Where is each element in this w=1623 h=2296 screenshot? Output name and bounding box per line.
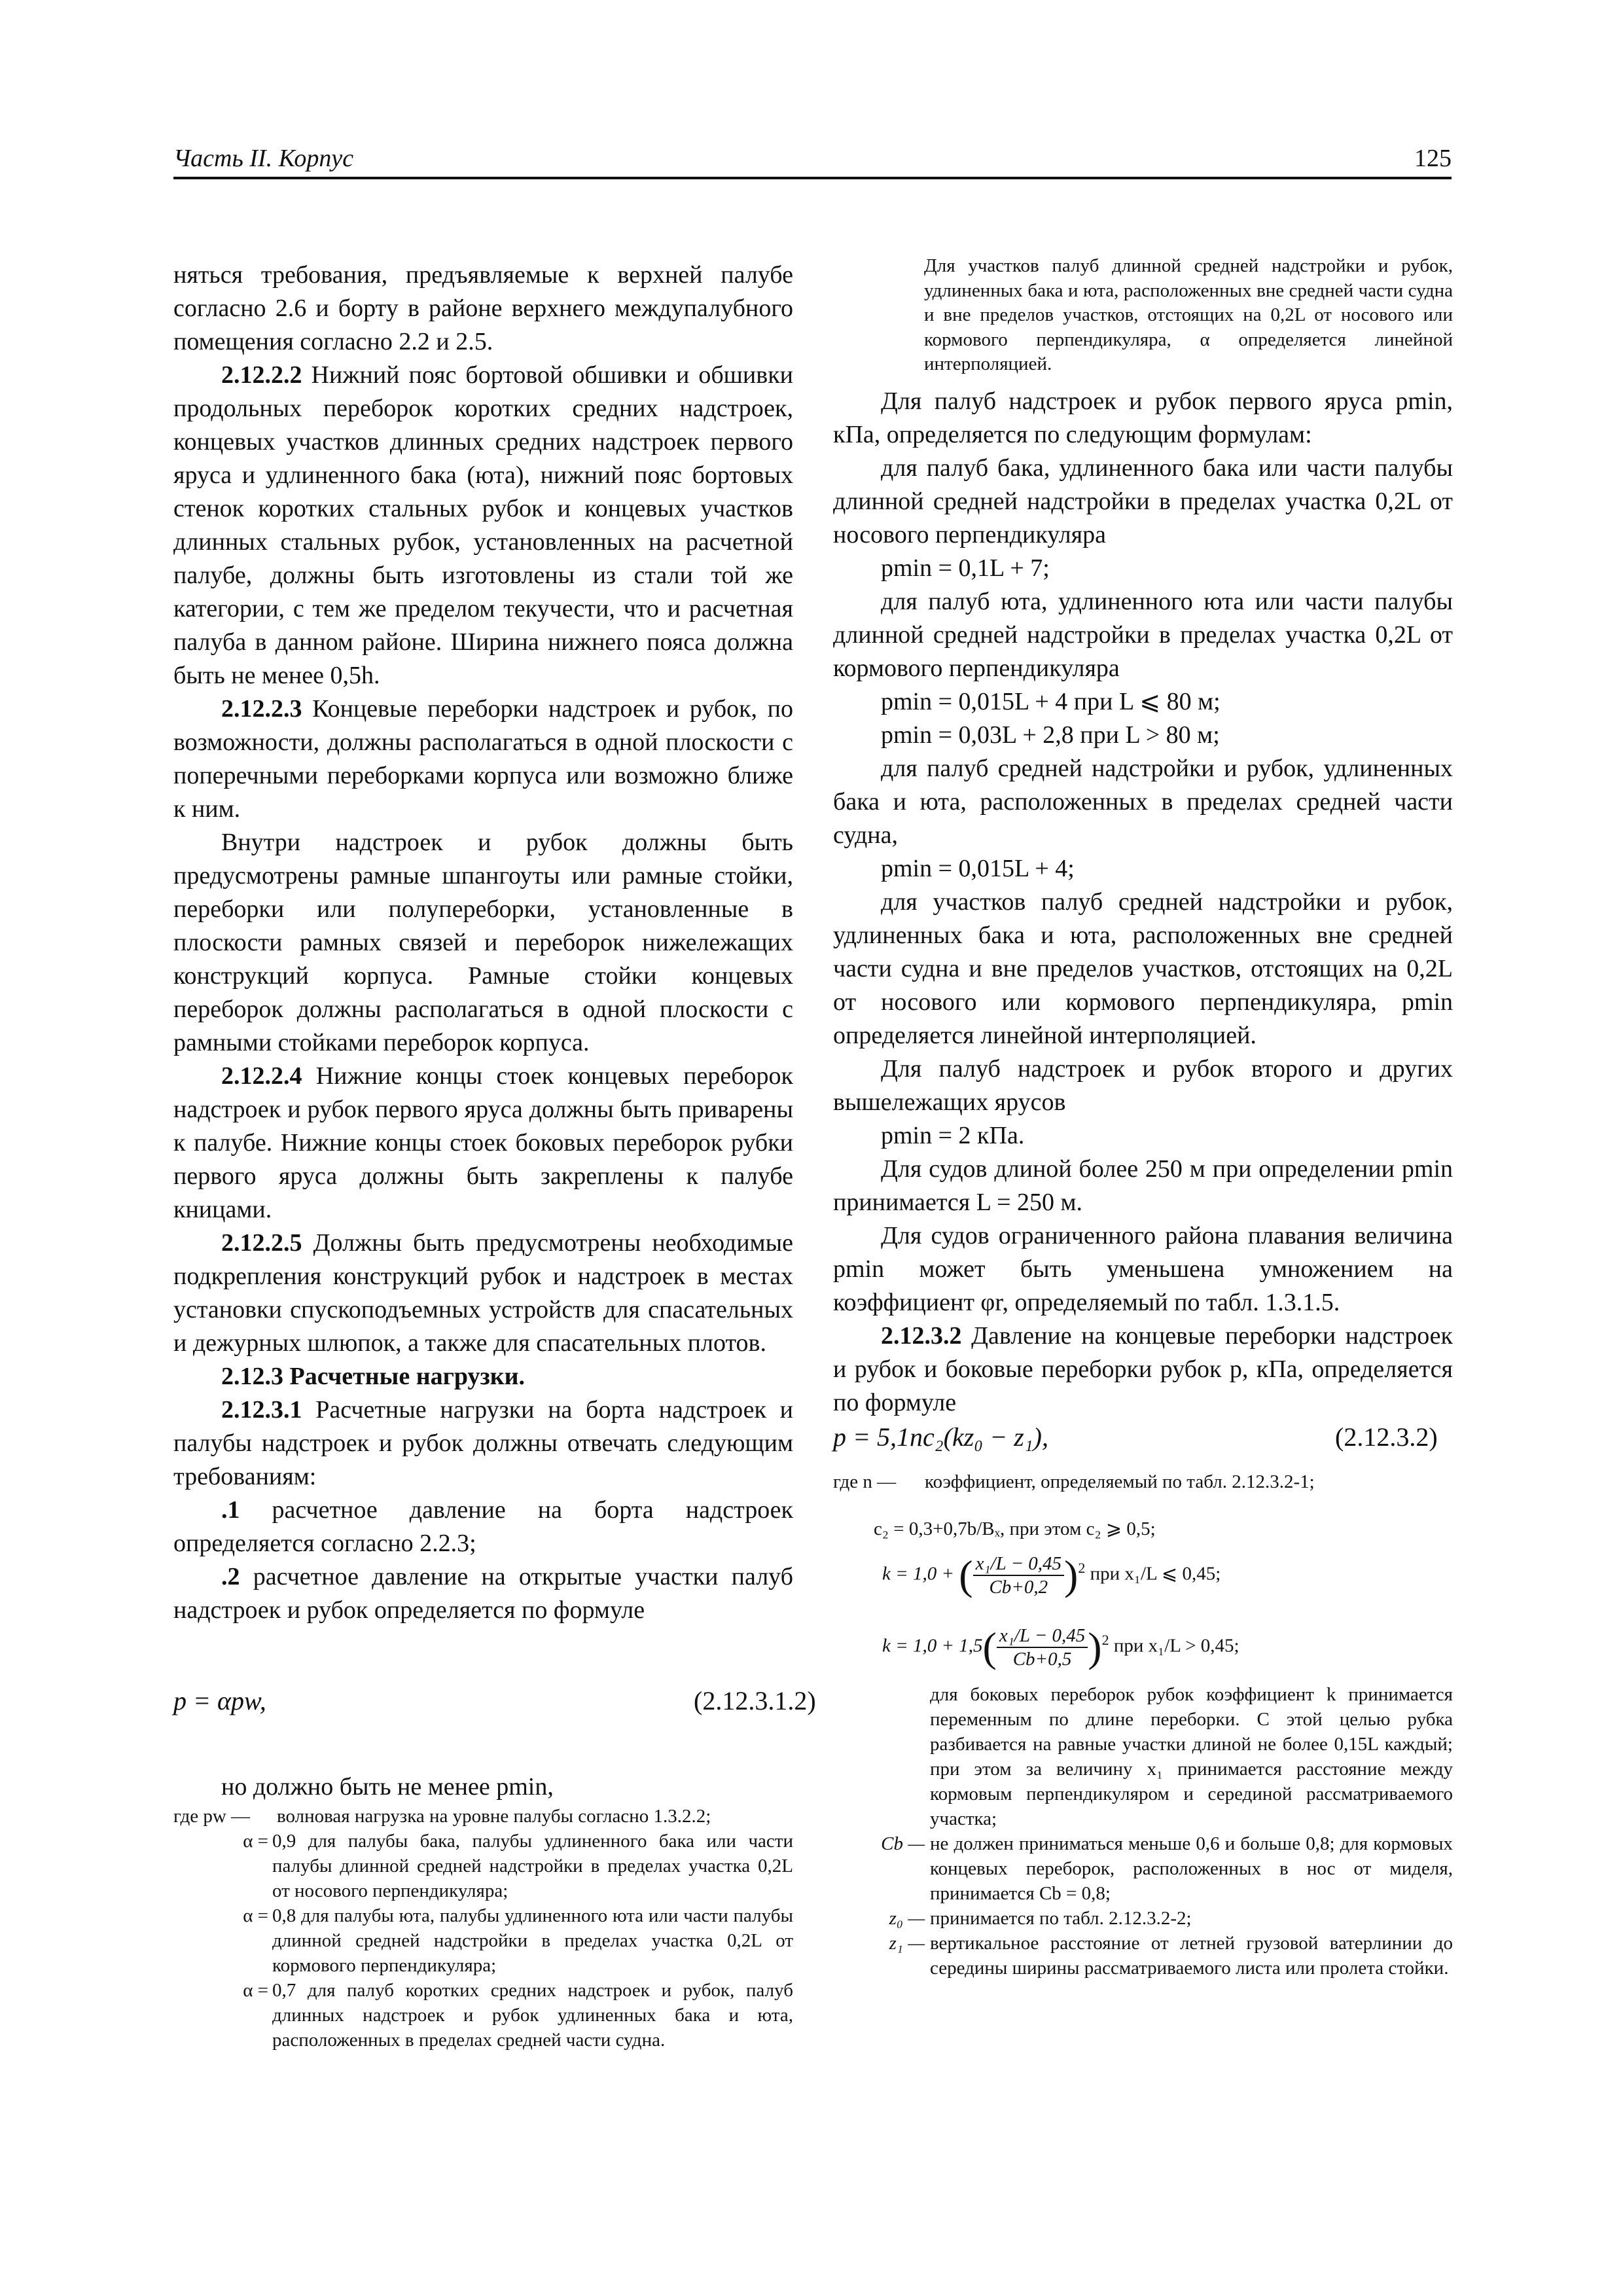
paragraph xyxy=(173,1060,793,1227)
paragraph xyxy=(173,1560,793,1627)
paragraph: pmin = 0,015L + 4; xyxy=(881,855,1075,882)
paragraph-text: Нижний пояс бортовой обшивки и обшивки продольных переборок коротких средних надстроек, концевых участков длинных средних надстроек первого яруса и удлиненного бака (юта), нижний пояс бортовых стенок коротких стальных рубок и концевых участков длинных стальных рубок, установленных на расчетной палубе, должны быть изготовлены из стали той же категории, с тем же пределом текучести, что и расчетная палуба в данном районе. Ширина нижнего пояса должна быть не менее 0,5h. xyxy=(173,361,793,689)
paragraph: но должно быть не менее pmin, xyxy=(221,1773,554,1801)
paragraph: pmin = 0,1L + 7; xyxy=(881,554,1050,582)
note-row xyxy=(833,1906,1453,1931)
c2-definition: c₂ = 0,3+0,7b/Bₓ, при этом c₂ ⩾ 0,5; xyxy=(874,1518,1156,1539)
formula: p = 5,1nc₂(kz₀ − z₁), xyxy=(833,1422,1048,1452)
note-text: принимается по табл. 2.12.3.2-2; xyxy=(930,1908,1192,1929)
paragraph-text: расчетное давление на борта надстроек определяется согласно 2.2.3; xyxy=(173,1496,793,1557)
k-formula-2 xyxy=(882,1623,1240,1672)
numerator: x₁/L − 0,45 xyxy=(997,1624,1088,1648)
note-key: α = xyxy=(243,1831,268,1852)
paren-open: ( xyxy=(959,1552,973,1598)
paragraph xyxy=(173,1227,793,1360)
formula-number: (2.12.3.2) xyxy=(1335,1422,1438,1452)
note-text: волновая нагрузка на уровне палубы согласно 1.3.2.2; xyxy=(277,1806,711,1827)
note-text: 0,8 для палубы юта, палубы удлиненного юта или части палубы длинной средней надстройки в пределах участка 0,2L от кормового перпендикуляра; xyxy=(272,1905,793,1976)
note-text: коэффициент, определяемый по табл. 2.12.3.2-1; xyxy=(925,1471,1315,1492)
note-key: z₁ — xyxy=(889,1933,925,1954)
running-header-title: Часть II. Корпус xyxy=(173,145,354,172)
clause-number: 2.12.2.3 xyxy=(221,695,302,723)
note-key: где n — xyxy=(833,1471,897,1492)
section-heading: 2.12.3 Расчетные нагрузки. xyxy=(221,1363,526,1390)
k-lhs: k = 1,0 + 1,5 xyxy=(882,1635,983,1657)
note-text: 0,7 для палуб коротких средних надстроек и рубок, палуб длинных надстроек и рубок удлиненных бака и юта, расположенных в пределах средней части судна. xyxy=(272,1980,793,2051)
exponent: 2 xyxy=(1101,1632,1109,1648)
exponent: 2 xyxy=(1078,1560,1086,1576)
header-rule xyxy=(173,177,1452,179)
clause-number: .2 xyxy=(221,1563,240,1590)
paragraph xyxy=(833,1319,1453,1420)
formula: p = αpw, xyxy=(173,1686,266,1715)
note-text: вертикальное расстояние от летней грузовой ватерлинии до середины ширины рассматриваемого листа или пролета стойки. xyxy=(930,1933,1453,1979)
paragraph-text: Давление на концевые переборки надстроек и рубок и боковые переборки рубок p, кПа, определяется по формуле xyxy=(833,1322,1453,1416)
paragraph: няться требования, предъявляемые к верхней палубе согласно 2.6 и борту в районе верхнего междупалубного помещения согласно 2.2 и 2.5. xyxy=(173,261,793,355)
paren-close: ) xyxy=(1088,1624,1102,1670)
denominator: Cb+0,2 xyxy=(989,1577,1048,1598)
paragraph: Для судов ограниченного района плавания величина pmin может быть уменьшена умножением на коэффициент φr, определяемый по табл. 1.3.1.5. xyxy=(833,1222,1453,1316)
note-text: для боковых переборок рубок коэффициент k принимается переменным по длине переборки. С этой целью рубка разбивается на равные участки длиной не более 0,15L каждый; при этом за величину x₁ принимается расстояние между кормовым перпендикуляром и серединой рассматриваемого участка; xyxy=(930,1684,1453,1829)
paragraph-text: расчетное давление на открытые участки палуб надстроек и рубок определяется по формуле xyxy=(173,1563,793,1624)
paragraph: для участков палуб средней надстройки и рубок, удлиненных бака и юта, расположенных вне средней части судна и вне пределов участков, отстоящих на 0,2L от носового или кормового перпендикуляра, pmin определяется линейной интерполяцией. xyxy=(833,888,1453,1049)
paragraph-text: Концевые переборки надстроек и рубок, по возможности, должны располагаться в одной плоскости с поперечными переборками корпуса или возможно ближе к ним. xyxy=(173,695,793,823)
condition: при x₁/L > 0,45; xyxy=(1109,1635,1240,1657)
paren-close: ) xyxy=(1064,1552,1079,1598)
note-key: z₀ — xyxy=(889,1908,925,1929)
paren-open: ( xyxy=(982,1624,997,1670)
paragraph: Для палуб надстроек и рубок второго и других вышележащих ярусов xyxy=(833,1055,1453,1116)
paragraph-text: Расчетные нагрузки на борта надстроек и палубы надстроек и рубок должны отвечать следующим требованиям: xyxy=(173,1396,793,1490)
paragraph-text: Нижние концы стоек концевых переборок надстроек и рубок первого яруса должны быть приварены к палубе. Нижние концы стоек боковых переборок рубки первого яруса должны быть закреплены к палубе кницами. xyxy=(173,1062,793,1223)
note-key: α = xyxy=(243,1905,268,1926)
note-row xyxy=(833,1931,1453,1981)
paragraph xyxy=(173,359,793,692)
paragraph-text: Должны быть предусмотрены необходимые подкрепления конструкций рубок и надстроек в местах установки спускоподъемных устройств для спасательных и дежурных шлюпок, а также для спасательных плотов. xyxy=(173,1229,793,1357)
paragraph: pmin = 0,015L + 4 при L ⩽ 80 м; xyxy=(881,688,1221,715)
clause-number: 2.12.3.1 xyxy=(221,1396,302,1424)
note-row xyxy=(173,1903,793,1978)
page-number: 125 xyxy=(1414,145,1452,172)
left-column xyxy=(173,259,793,1627)
small-note: Для участков палуб длинной средней надстройки и рубок, удлиненных бака и юта, расположенных вне средней части судна и вне пределов участков, отстоящих на 0,2L от носового или кормового перпендикуляра, α определяется линейной интерполяцией. xyxy=(924,255,1453,374)
paragraph: pmin = 2 кПа. xyxy=(881,1122,1025,1149)
fraction xyxy=(997,1624,1088,1670)
numerator: x₁/L − 0,45 xyxy=(973,1552,1064,1576)
paragraph: Для судов длиной более 250 м при определении pmin принимается L = 250 м. xyxy=(833,1155,1453,1216)
note-row xyxy=(173,1829,793,1903)
note-row xyxy=(833,1682,1453,1831)
paragraph: для палуб средней надстройки и рубок, удлиненных бака и юта, расположенных в пределах средней части судна, xyxy=(833,755,1453,849)
paragraph xyxy=(173,692,793,826)
note-text: 0,9 для палубы бака, палубы удлиненного бака или части палубы длинной средней надстройки в пределах участка 0,2L от носового перпендикуляра; xyxy=(272,1831,793,1901)
note-row xyxy=(173,1804,793,1829)
formula-number: (2.12.3.1.2) xyxy=(694,1686,816,1715)
note-text: не должен приниматься меньше 0,6 и больше 0,8; для кормовых концевых переборок, расположенных в нос от миделя, принимается Cb = 0,8; xyxy=(930,1833,1453,1904)
clause-number: 2.12.2.2 xyxy=(221,361,302,389)
denominator: Cb+0,5 xyxy=(1012,1649,1072,1670)
clause-number: 2.12.2.5 xyxy=(221,1229,302,1257)
paragraph: Внутри надстроек и рубок должны быть предусмотрены рамные шпангоуты или рамные стойки, переборки или полупереборки, установленные в плоскости рамных связей и переборок нижележащих конструкций корпуса. Рамные стойки концевых переборок должны располагаться в одной плоскости с рамными стойками переборок корпуса. xyxy=(173,829,793,1056)
right-notes xyxy=(833,1682,1453,1981)
fraction xyxy=(973,1552,1064,1598)
paragraph: для палуб юта, удлиненного юта или части палубы длинной средней надстройки в пределах участка 0,2L от кормового перпендикуляра xyxy=(833,588,1453,682)
note-key: где pw — xyxy=(173,1806,251,1827)
condition: при x₁/L ⩽ 0,45; xyxy=(1085,1563,1221,1585)
right-column xyxy=(833,385,1453,1420)
paragraph: для палуб бака, удлиненного бака или части палубы длинной средней надстройки в пределах участка 0,2L от носового перпендикуляра xyxy=(833,454,1453,548)
paragraph xyxy=(173,1393,793,1494)
note-row xyxy=(833,1469,1453,1494)
note-key xyxy=(833,1682,925,1831)
note-key: Cb — xyxy=(881,1833,925,1854)
note-row xyxy=(833,1831,1453,1906)
clause-number: 2.12.2.4 xyxy=(221,1062,302,1090)
clause-number: 2.12.3.2 xyxy=(881,1322,962,1350)
paragraph: pmin = 0,03L + 2,8 при L > 80 м; xyxy=(881,721,1220,749)
paragraph: Для палуб надстроек и рубок первого яруса pmin, кПа, определяется по следующим формулам: xyxy=(833,387,1453,448)
left-notes xyxy=(173,1770,793,2053)
paragraph xyxy=(173,1494,793,1560)
k-formula-1 xyxy=(882,1551,1221,1600)
clause-number: .1 xyxy=(221,1496,240,1524)
k-lhs: k = 1,0 + xyxy=(882,1563,959,1585)
note-key: α = xyxy=(243,1980,268,2001)
note-row xyxy=(173,1978,793,2053)
